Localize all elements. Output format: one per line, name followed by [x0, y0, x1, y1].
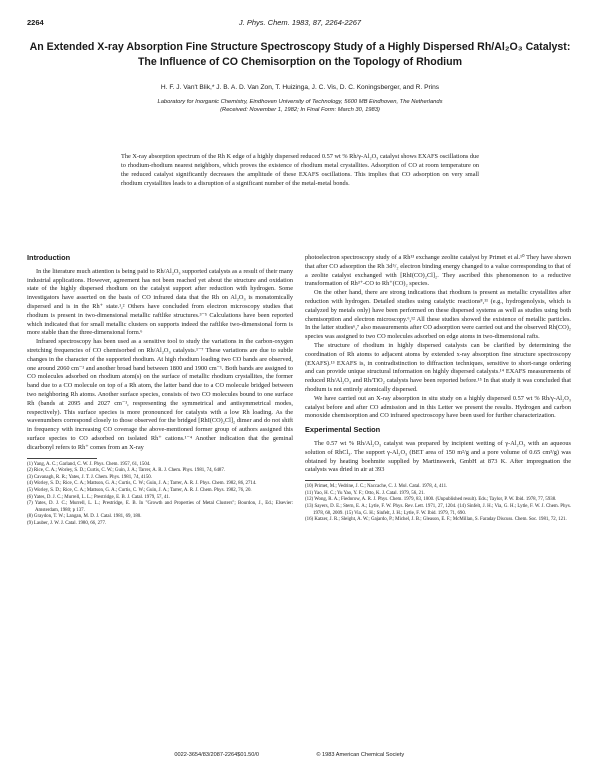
paragraph: Infrared spectroscopy has been used as a sensitive tool to study the variations in the carbon-oxygen stretching frequencies of CO chemisorbed on Rh/Al₂O₃ catalysts.¹⁻⁷ These variations are due to subtle changes in the character of the supported rhodium. At high rhodium loading two CO bands are observed, one around 2060 cm⁻¹ and another broad band between 1800 and 1900 cm⁻¹. Both bands are assigned to CO molecules adsorbed on rhodium atom(s) on the surface of metallic rhodium crystallites, the former band due to a CO molecule on top of a Rh atom, the latter band due to a CO molecule bridged between two neighboring Rh atoms. Another surface species, consists of two CO molecules bound to one surface Rh (bands at 2095 and 2027 cm⁻¹, respresenting the symmetrical and antisymmetrical modes, respectively). This surface species is more pronounced for catalysts with a low Rh loading. As the wavenumbers correspond closely to those observed for the bridged [RhI(CO)₂Cl]₂ dimer and do not shift in frequency with increasing CO coverage the above-mentioned former group of authors assigned this surface species to CO adsorbed on isolated Rh⁺ cations.¹⁻⁴ Another indication that the geminal dicarbonyl refers to Rh⁺ comes from an X-ray	[27, 338, 293, 451]
page-footer	[27, 752, 573, 762]
footnote-divider	[27, 458, 97, 459]
page-number: 2264	[27, 18, 44, 27]
reference-item: (12) Wong, R. A.; Fiedorow, A. R. J. Phys. Chem. 1979, 83, 1000. (Unpublished result). Eds.; Taylor, P. W. Ibid. 1978, 77, 5938.	[305, 497, 557, 503]
reference-item: (2) Rice, C. A.; Worley, S. D.; Curtis, C. W.; Guin, J. A.; Tarrer, A. R. J. Chem. Phys. 1981, 74, 6487.	[27, 468, 225, 474]
reference-item: (4) Worley, S. D.; Rice, C. A.; Mattson, G. A.; Curtis, C. W.; Guin, J. A.; Tarrer, A. R. J. Phys. Chem. 1982, 86, 2714.	[27, 481, 257, 487]
paragraph: The 0.57 wt % Rh/Al₂O₃ catalyst was prepared by incipient wetting of γ-Al₂O₃ with an aqueous solution of RhCl₃. The support γ-Al₂O₃ (BET area of 150 m²/g and a pore volume of 0.65 cm³/g) was obtained by heating boehmite supplied by Martinswerk, GmbH at 873 K. After impregnation the catalysts was dried in air at 393	[305, 439, 571, 474]
paragraph: We have carried out an X-ray absorption in situ study on a highly dispersed 0.57 wt % Rh/γ-Al₂O₃ catalyst before and after CO admission and in this Letter we present the results. Hydrogen and carbon monoxide chemisorption and CO infrared spectroscopy have been used for further characterization.	[305, 394, 571, 420]
paragraph: In the literature much attention is being paid to Rh/Al₂O₃ supported catalysts as a result of their many industrial applications. However, agreement has not been reached yet about the structure and oxidation state of the highly dispersed rhodium on the catalyst support after reduction with hydrogen. Some investigators have asserted on the basis of CO infrared data that the Rh on Al₂O₃ is monatomically dispersed and is in the Rh⁺ state.¹,² Others have concluded from electron microscopy studies that rhodium is present in two-dimensional metallic raftlike structures.³⁻⁵ Calculations have been reported which indicated that for small metallic clusters on supports indeed the raftlike two-dimensional form is more stable than the three-dimensional form.⁶	[27, 267, 293, 337]
reference-item: (6) Yates, D. J. C.; Murrell, L. L.; Prestridge, E. B. J. Catal. 1979, 57, 41.	[27, 494, 171, 500]
footnote-divider	[305, 480, 375, 481]
author-list: H. F. J. Van't Blik,* J. B. A. D. Van Zon, T. Huizinga, J. C. Vis, D. C. Koningsberger, and R. Prins	[160, 84, 440, 91]
reference-item: (5) Worley, S. D.; Rice, C. A.; Mattson, G. A.; Curtis, C. W.; Guin, J. A.; Tarrer, A. R. J. Chem. Phys. 1982, 76, 20.	[27, 487, 252, 493]
running-header	[27, 18, 573, 30]
reference-item: (3) Cavanagh, R. R.; Yates, J. T. J. Chem. Phys. 1981, 74, 4150.	[27, 474, 152, 480]
reference-item: (1) Yang, A. C.; Garland, C. W. J. Phys. Chem. 1957, 61, 1504.	[27, 461, 151, 467]
reference-item: (7) Yates, D. J. C.; Murrell, L. L.; Prestridge, E. B. In "Growth and Properties of Metal Clusters"; Bourdon, J., Ed.; Elsevier: Amsterdam, 1980; p 137.	[27, 501, 293, 513]
reference-item: (11) Yao, H. C.; Yu Yao, Y. F.; Otto, K. J. Catal. 1979, 56, 21.	[305, 490, 425, 496]
reference-list	[305, 484, 571, 524]
paragraph: photoelectron spectroscopy study of a Rh¹³ exchange zeolite catalyst by Primet et al.¹⁰ They have shown that after CO adsorption the Rh 3d⁵/₂ electron binding energy changed to a value corresponding to that of a zeolite catalyst exchanged with [RhI(CO)₂Cl]₂. They ascribed this phenomenon to a reductive transformation of Rh³⁺-CO to Rh⁺(CO)₂ species.	[305, 254, 571, 288]
affiliation-block	[27, 98, 573, 114]
reference-list	[27, 462, 293, 528]
paragraph: On the other hand, there are strong indications that rhodium is present as metallic crystallites after reduction with hydrogen. Detailed studies using catalytic reactions⁸,¹¹ (e.g., hydrogenolysis, which is catalyzed by metals only) have been performed on these dispersed systems as well as studies using both chemisorption and electron microscopy.⁶,¹² All these studies showed the existence of metallic particles. In the latter studies⁶,⁷ also measurements after CO adsorption were carried out and the observed Rh(CO)₂ species was assigned to two CO molecules adsorbed on edge atoms in two-dimensional rafts.	[305, 289, 571, 341]
received-dates: (Received: November 1, 1982; In Final Form: March 30, 1983)	[220, 107, 380, 113]
paragraph: The structure of rhodium in highly dispersed catalysts can be clarified by determining the coordination of Rh atoms to adjacent atoms by extended x-ray absorption fine structure spectroscopy (EXAFS).¹³ EXAFS is, in contradistinction to diffraction techniques, sensitive to short-range ordering and can provide unique structural information on highly dispersed catalysts.¹⁴ EXAFS measurements of reduced Rh/Al₂O₃ and Rh/TiO₂ catalysts have been reported before.¹⁵ In that study it was concluded that rhodium is not entirely atomically dispersed.	[305, 341, 571, 393]
left-column	[27, 254, 293, 527]
article-title: An Extended X-ray Absorption Fine Structure Spectroscopy Study of a Highly Dispersed Rh/Al₂O₃ Catalyst: The Influence of CO Chemisorption on the Topology of Rhodium	[29, 41, 571, 68]
journal-citation: J. Phys. Chem. 1983, 87, 2264-2267	[238, 18, 362, 27]
reference-item: (13) Sayers, D. E.; Stern, E. A.; Lytle, F. W. Phys. Rev. Lett. 1971, 27, 1204. (14) Sinfelt, J. H.; Via, G. H.; Lytle, F. W. J. Chem. Phys. 1978, 68, 2009. (15) Via, G. H.; Sinfelt, J. H.; Lytle, F. W. Ibid. 1979, 71, 690.	[305, 503, 571, 516]
reference-item: (10) Primet, M.; Vedrine, J. C.; Naccache, C. J. Mol. Catal. 1978, 4, 411.	[305, 484, 448, 490]
reference-item: (9) Lauber, J. W. J. Catal. 1980, 66, 277.	[27, 520, 107, 526]
reference-item: (8) Graydon, T. W.; Langan, M. D. J. Catal. 1981, 69, 180.	[27, 514, 142, 520]
copyright: © 1983 American Chemical Society	[316, 752, 405, 758]
right-column	[305, 254, 571, 524]
affiliation: Laboratory for Inorganic Chemistry, Eindhoven University of Technology, 5600 MB Eindhoven, The Netherlands	[157, 99, 443, 105]
section-heading-experimental: Experimental Section	[305, 425, 381, 435]
abstract: The X-ray absorption spectrum of the Rh K edge of a highly dispersed reduced 0.57 wt % Rh/γ-Al₂O₃ catalyst shows EXAFS oscillations due to rhodium-rhodium nearest neighbors, which proves the existence of rhodium metal crystallites. Adsorption of CO at room temperature on the reduced catalyst significantly decreases the amplitude of these EXAFS oscillations. This implies that CO adsorption on very small rhodium crystallites leads to a disruption of a significant number of the metal-metal bonds.	[121, 153, 479, 187]
reference-item: (16) Katzer, J. R.; Sleight, A. W.; Gajardo, P.; Michel, J. B.; Gleason, E. F.; McMillan, S. Faraday Discuss. Chem. Soc. 1981, 72, 121.	[305, 517, 567, 523]
section-heading-introduction: Introduction	[27, 253, 71, 262]
article-code: 0022-3654/83/2087-2264$01.50/0	[174, 752, 260, 758]
